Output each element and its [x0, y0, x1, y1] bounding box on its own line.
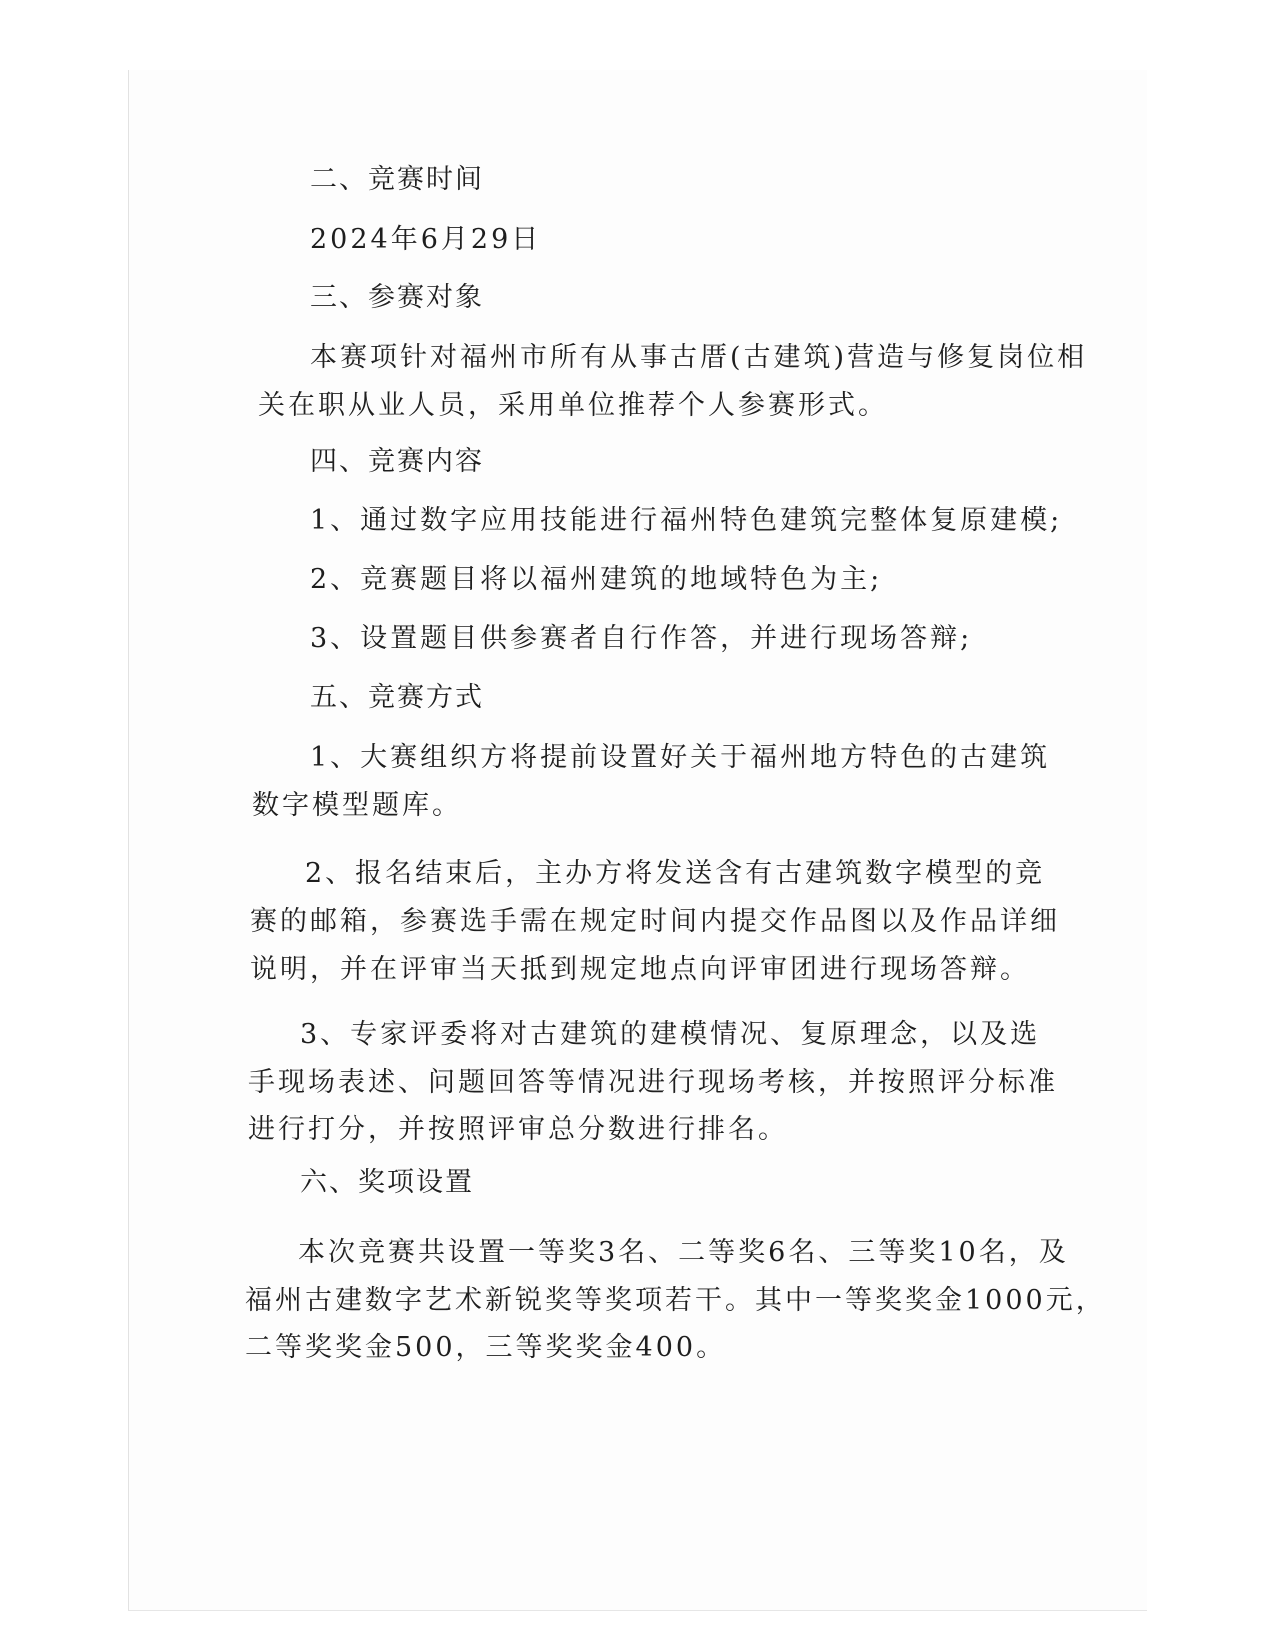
section-heading-awards: 六、奖项设置 [300, 1167, 474, 1198]
paragraph-line: 赛的邮箱，参赛选手需在规定时间内提交作品图以及作品详细 [250, 906, 1060, 937]
paragraph-line: 2、报名结束后，主办方将发送含有古建筑数字模型的竞 [305, 858, 1046, 889]
list-item: 3、设置题目供参赛者自行作答，并进行现场答辩; [310, 623, 973, 654]
paragraph-line: 福州古建数字艺术新锐奖等奖项若干。其中一等奖奖金1000元， [245, 1285, 1106, 1316]
paragraph-line: 说明，并在评审当天抵到规定地点向评审团进行现场答辩。 [250, 954, 1030, 985]
paragraph-line: 1、大赛组织方将提前设置好关于福州地方特色的古建筑 [310, 742, 1051, 773]
section-heading-participants: 三、参赛对象 [310, 282, 484, 313]
paragraph-line: 数字模型题库。 [252, 790, 462, 821]
section-heading-method: 五、竞赛方式 [310, 682, 484, 713]
paragraph-line: 本次竞赛共设置一等奖3名、二等奖6名、三等奖10名，及 [298, 1237, 1069, 1268]
paragraph-line: 手现场表述、问题回答等情况进行现场考核，并按照评分标准 [248, 1067, 1058, 1098]
paragraph-line: 本赛项针对福州市所有从事古厝(古建筑)营造与修复岗位相 [310, 342, 1088, 373]
paragraph-line: 2024年6月29日 [310, 224, 542, 255]
paragraph-line: 3、专家评委将对古建筑的建模情况、复原理念，以及选 [300, 1019, 1041, 1050]
paragraph-line: 二等奖奖金500，三等奖奖金400。 [245, 1332, 727, 1363]
paragraph-line: 关在职从业人员，采用单位推荐个人参赛形式。 [258, 390, 888, 421]
list-item: 1、通过数字应用技能进行福州特色建筑完整体复原建模; [310, 505, 1063, 536]
section-heading-time: 二、竞赛时间 [310, 164, 484, 195]
paragraph-line: 进行打分，并按照评审总分数进行排名。 [248, 1114, 788, 1145]
list-item: 2、竞赛题目将以福州建筑的地域特色为主; [310, 564, 883, 595]
section-heading-content: 四、竞赛内容 [310, 446, 484, 477]
